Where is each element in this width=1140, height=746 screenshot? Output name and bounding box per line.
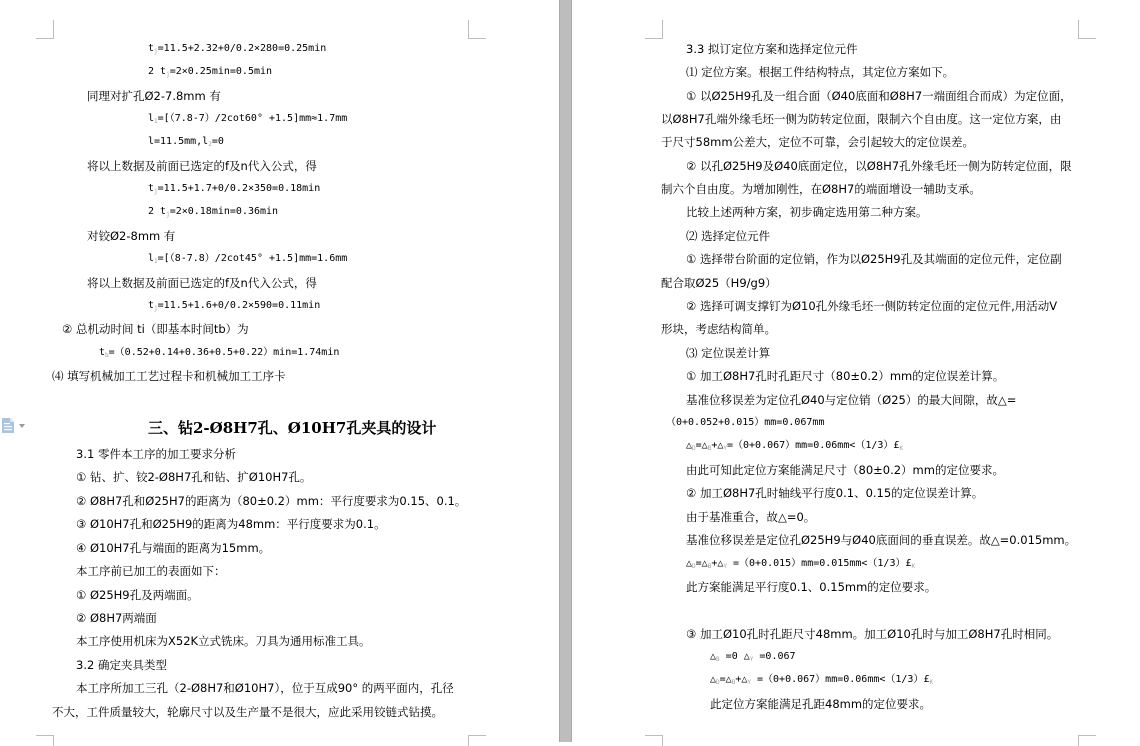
text-segment: 由此可知此定位方案能满足尺寸（80±0.2）mm的定位要求。: [686, 463, 1004, 477]
text-segment: 对铰Ø2-8mm 有: [87, 229, 176, 243]
left-text-line: [148, 251, 347, 270]
text-segment: =[（7.8-7）/2cot60° +1.5]mm≈1.7mm: [157, 113, 348, 124]
left-text-line: [148, 111, 347, 130]
right-text-line: [686, 228, 770, 244]
text-segment: +△: [711, 558, 724, 569]
text-segment: ② Ø8H7两端面: [76, 611, 157, 625]
text-segment: 此定位方案能满足孔距48mm的定位要求。: [710, 697, 932, 711]
left-text-line: [76, 587, 199, 603]
text-segment: 比较上述两种方案，初步确定选用第二种方案。: [686, 205, 928, 219]
text-segment: 本工序使用机床为X52K立式铣床。刀具为通用标准工具。: [76, 634, 371, 648]
text-segment: ② Ø8H7孔和Ø25H7的距离为（80±0.2）mm：平行度要求为0.15、0.1。: [76, 494, 467, 508]
left-text-line: [76, 493, 466, 509]
text-segment: ③ 加工Ø10孔时孔距尺寸48mm。加工Ø10孔时与加工Ø8H7孔时相同。: [686, 627, 1059, 641]
text-segment: t: [99, 347, 106, 358]
text-segment: 以Ø8H7孔端外缘毛坯一侧为防转定位面，限制六个自由度。这一定位方案，由: [661, 112, 1062, 126]
right-text-line: [686, 204, 928, 220]
subscript: b: [105, 352, 109, 359]
text-segment: =△: [719, 674, 732, 685]
page-gap-divider: [559, 0, 572, 742]
subscript: B: [716, 656, 720, 663]
subscript: D: [692, 445, 696, 452]
subscript: Y: [749, 656, 754, 663]
corner-mark-right-bottom-left: [645, 735, 663, 746]
corner-mark-left-bottom-right: [468, 735, 486, 746]
left-text-line: [148, 298, 320, 317]
document-icon[interactable]: [2, 418, 14, 433]
right-text-line: [710, 649, 796, 668]
subscript: K: [899, 445, 904, 452]
corner-mark-right-top-left: [645, 20, 663, 39]
corner-mark-right-bottom-right: [1078, 735, 1096, 746]
left-text-line: [62, 321, 249, 337]
corner-mark-left-top-right: [468, 20, 486, 39]
subscript: j: [154, 188, 158, 195]
text-segment: ⑶ 定位误差计算: [686, 346, 771, 360]
text-segment: 基准位移误差是定位孔Ø25H9与Ø40底面间的垂直误差。故△=0.015mm。: [686, 533, 1077, 547]
subscript: j: [166, 211, 170, 218]
text-segment: 将以上数据及前面已选定的f及n代入公式，得: [87, 276, 317, 290]
text-segment: ⑵ 选择定位元件: [686, 229, 771, 243]
subscript: Y: [747, 679, 751, 686]
right-text-line: [686, 251, 1062, 267]
right-text-line: [661, 134, 974, 150]
left-text-line: [76, 610, 157, 626]
text-segment: 由于基准重合，故△=0。: [686, 510, 816, 524]
text-segment: 2 t: [148, 206, 167, 217]
left-text-line: [148, 64, 272, 83]
left-text-line: [99, 345, 339, 364]
subscript: j: [154, 305, 158, 312]
text-segment: 本工序前已加工的表面如下：: [76, 564, 226, 578]
text-segment: ① 以Ø25H9孔及一组合面（Ø40底面和Ø8H7一端面组合而成）为定位面，: [686, 89, 1072, 103]
text-segment: t: [148, 300, 155, 311]
text-segment: △: [686, 440, 693, 451]
right-text-line: [686, 556, 915, 575]
subscript: B: [707, 445, 712, 452]
corner-mark-left-top-left: [36, 20, 54, 39]
text-segment: =0: [211, 136, 224, 147]
text-segment: =△: [695, 440, 708, 451]
corner-mark-right-top-right: [1078, 20, 1096, 39]
text-segment: 3.2 确定夹具类型: [76, 658, 167, 672]
text-segment: l: [148, 253, 155, 264]
subscript: B: [707, 563, 712, 570]
text-segment: △: [710, 651, 717, 662]
subscript: j: [166, 71, 170, 78]
text-segment: =（0+0.015）mm=0.015mm<（1/3）£: [727, 558, 912, 569]
left-text-line: [76, 446, 236, 462]
text-segment: =[（8-7.8）/2cot45° +1.5]mm=1.6mm: [157, 253, 348, 264]
text-segment: 形块，考虑结构简单。: [661, 322, 776, 336]
text-segment: ① 选择带台阶面的定位销，作为以Ø25H9孔及其端面的定位元件，定位副: [686, 252, 1062, 266]
subscript: Y: [723, 563, 727, 570]
text-segment: ③ Ø10H7孔和Ø25H9的距离为48mm：平行度要求为0.1。: [76, 517, 386, 531]
text-segment: 于尺寸58mm公差大，定位不可靠，会引起较大的定位误差。: [661, 135, 975, 149]
subscript: D: [716, 679, 720, 686]
text-segment: 基准位移误差为定位孔Ø40与定位销（Ø25）的最大间隙，故△=: [686, 393, 1017, 407]
right-text-line: [661, 275, 777, 291]
text-segment: =11.5+1.6+0/0.2×590=0.11min: [157, 300, 321, 311]
text-segment: =11.5+1.7+0/0.2×350=0.18min: [157, 183, 321, 194]
text-segment: ⑴ 定位方案。根据工件结构特点，其定位方案如下。: [686, 65, 955, 79]
text-segment: ② 加工Ø8H7孔时轴线平行度0.1、0.15的定位误差计算。: [686, 486, 984, 500]
text-segment: 同理对扩孔Ø2-7.8mm 有: [87, 89, 221, 103]
subscript: 1: [154, 258, 158, 265]
left-text-line: [76, 563, 226, 579]
right-text-line: [686, 41, 857, 57]
text-segment: +△: [711, 440, 724, 451]
text-segment: =（0.52+0.14+0.36+0.5+0.22）min=1.74min: [108, 347, 340, 358]
right-text-line: [686, 88, 1072, 104]
text-segment: =（0+0.067）mm=0.06mm<（1/3）£: [751, 674, 930, 685]
text-segment: +△: [735, 674, 748, 685]
left-text-line: [76, 516, 386, 532]
subscript: B: [731, 679, 736, 686]
text-segment: 3.3 拟订定位方案和选择定位元件: [686, 42, 858, 56]
text-segment: 制六个自由度。为增加刚性，在Ø8H7的端面增设一辅助支承。: [661, 182, 981, 196]
section-heading: 三、钻2-Ø8H7孔、Ø10H7孔夹具的设计: [148, 419, 437, 437]
right-text-line: [686, 345, 770, 361]
left-text-line: [87, 275, 317, 291]
text-segment: 此方案能满足平行度0.1、0.15mm的定位要求。: [686, 580, 937, 594]
text-segment: （0+0.052+0.015）mm=0.067mm: [666, 417, 825, 428]
text-segment: △: [686, 558, 693, 569]
left-text-line: [148, 134, 224, 153]
right-text-line: [661, 181, 981, 197]
text-segment: 3.1 零件本工序的加工要求分析: [76, 447, 236, 461]
right-text-line: [661, 321, 776, 337]
right-text-line: [661, 111, 1061, 127]
text-segment: 配合取Ø25（H9/g9）: [661, 276, 777, 290]
right-text-line: [686, 462, 1004, 478]
text-segment: =0.067: [753, 651, 796, 662]
right-text-line: [686, 579, 936, 595]
subscript: D: [692, 563, 696, 570]
right-text-line: [686, 392, 1016, 408]
right-text-line: [686, 532, 1076, 548]
subscript: 2: [208, 141, 212, 148]
text-segment: =2×0.25min=0.5min: [169, 66, 273, 77]
right-text-line: [686, 509, 815, 525]
text-segment: =△: [695, 558, 708, 569]
subscript: K: [911, 563, 916, 570]
left-text-line: [52, 368, 286, 384]
text-segment: 将以上数据及前面已选定的f及n代入公式，得: [87, 159, 317, 173]
text-segment: ① Ø25H9孔及两端面。: [76, 588, 199, 602]
text-segment: 2 t: [148, 66, 167, 77]
subscript: j: [154, 48, 158, 55]
left-text-line: [76, 540, 270, 556]
right-text-line: [666, 415, 824, 431]
text-segment: ② 选择可调支撑钉为Ø10孔外缘毛坯一侧防转定位面的定位元件,用活动V: [686, 299, 1058, 313]
text-segment: ① 加工Ø8H7孔时孔距尺寸（80±0.2）mm的定位误差计算。: [686, 369, 1005, 383]
text-segment: ④ Ø10H7孔与端面的距离为15mm。: [76, 541, 271, 555]
text-segment: ② 总机动时间 ti（即基本时间tb）为: [62, 322, 249, 336]
right-text-line: [686, 626, 1058, 642]
subscript: Y: [723, 445, 727, 452]
text-segment: ② 以孔Ø25H9及Ø40底面定位，以Ø8H7孔外缘毛坯一侧为防转定位面，限: [686, 159, 1072, 173]
left-text-line: [87, 88, 221, 104]
text-segment: l: [148, 113, 155, 124]
right-text-line: [686, 298, 1057, 314]
right-text-line: [686, 368, 1004, 384]
text-segment: 不大，工件质量较大，轮廓尺寸以及生产量不是很大，应此采用铰链式钻摸。: [52, 705, 443, 719]
text-segment: ⑷ 填写机械加工工艺过程卡和机械加工工序卡: [52, 369, 286, 383]
right-text-line: [686, 158, 1072, 174]
subscript: K: [929, 679, 934, 686]
text-segment: 本工序所加工三孔（2-Ø8H7和Ø10H7），位于互成90° 的两平面内，孔径: [76, 681, 454, 695]
subscript: 1: [154, 118, 158, 125]
left-text-line: [76, 633, 371, 649]
left-text-line: [76, 680, 454, 696]
left-text-line: [76, 657, 167, 673]
text-segment: △: [710, 674, 717, 685]
right-text-line: [710, 696, 931, 712]
text-segment: =2×0.18min=0.36min: [169, 206, 279, 217]
text-segment: =（0+0.067）mm=0.06mm<（1/3）£: [727, 440, 900, 451]
right-text-line: [686, 64, 954, 80]
left-text-line: [148, 204, 278, 223]
chevron-down-icon[interactable]: [19, 424, 25, 428]
left-text-line: [87, 228, 175, 244]
text-segment: t: [148, 43, 155, 54]
right-text-line: [686, 438, 903, 457]
corner-mark-left-bottom-left: [36, 735, 54, 746]
right-text-line: [710, 672, 933, 691]
text-segment: l=11.5mm,l: [148, 136, 209, 147]
left-text-line: [87, 158, 317, 174]
right-text-line: [686, 485, 983, 501]
left-text-line: [148, 41, 326, 60]
text-segment: t: [148, 183, 155, 194]
text-segment: =11.5+2.32+0/0.2×280=0.25min: [157, 43, 327, 54]
text-segment: =0 △: [719, 651, 750, 662]
left-text-line: [76, 469, 311, 485]
left-text-line: [52, 704, 443, 720]
left-text-line: [148, 181, 320, 200]
text-segment: ① 钻、扩、铰2-Ø8H7孔和钻、扩Ø10H7孔。: [76, 470, 312, 484]
